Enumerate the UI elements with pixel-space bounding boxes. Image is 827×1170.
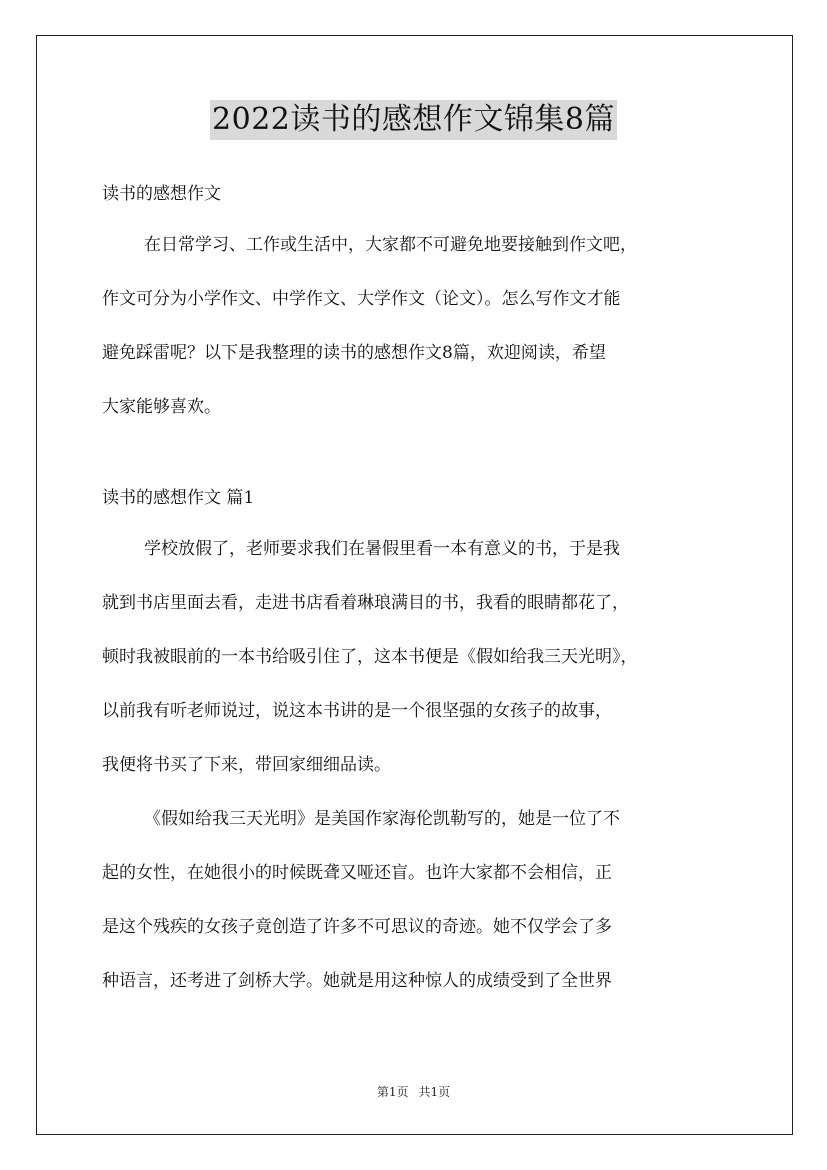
s1p2-line-2: 起的女性，在她很小的时候既聋又哑还盲。也许大家都不会相信，正: [102, 863, 612, 883]
page-total: 共1页: [418, 1085, 451, 1099]
s1p1-line-5: 我便将书买了下来，带回家细细品读。: [102, 755, 391, 775]
section1-paragraph-2: [102, 792, 742, 1008]
section-spacer: [102, 434, 742, 474]
intro-paragraph: [102, 218, 742, 434]
document-body: [102, 170, 742, 1008]
title-container: [0, 100, 827, 140]
s1p1-line-4: 以前我有听老师说过，说这本书讲的是一个很坚强的女孩子的故事，: [102, 701, 612, 721]
intro-line-1: 在日常学习、工作或生活中，大家都不可避免地要接触到作文吧，: [144, 235, 637, 255]
document-title: 2022读书的感想作文锦集8篇: [210, 100, 617, 140]
page-number: 第1页: [376, 1085, 409, 1099]
s1p1-line-3: 顿时我被眼前的一本书给吸引住了，这本书便是《假如给我三天光明》，: [102, 647, 638, 667]
intro-line-2: 作文可分为小学作文、中学作文、大学作文（论文）。怎么写作文才能: [102, 289, 621, 309]
intro-line-3: 避免踩雷呢？以下是我整理的读书的感想作文8篇，欢迎阅读，希望: [102, 343, 606, 363]
page-footer: [0, 1084, 827, 1100]
intro-heading: 读书的感想作文: [102, 184, 221, 204]
s1p1-line-2: 就到书店里面去看，走进书店看着琳琅满目的书，我看的眼睛都花了，: [102, 593, 629, 613]
section1-paragraph-1: [102, 522, 742, 792]
s1p2-line-4: 种语言，还考进了剑桥大学。她就是用这种惊人的成绩受到了全世界: [102, 971, 612, 991]
s1p2-line-3: 是这个残疾的女孩子竟创造了许多不可思议的奇迹。她不仅学会了多: [102, 917, 612, 937]
intro-line-4: 大家能够喜欢。: [102, 397, 221, 417]
s1p2-line-1: 《假如给我三天光明》是美国作家海伦凯勒写的，她是一位了不: [144, 809, 620, 829]
s1p1-line-1: 学校放假了，老师要求我们在暑假里看一本有意义的书，于是我: [144, 539, 620, 559]
section1-heading: 读书的感想作文 篇1: [102, 488, 255, 508]
